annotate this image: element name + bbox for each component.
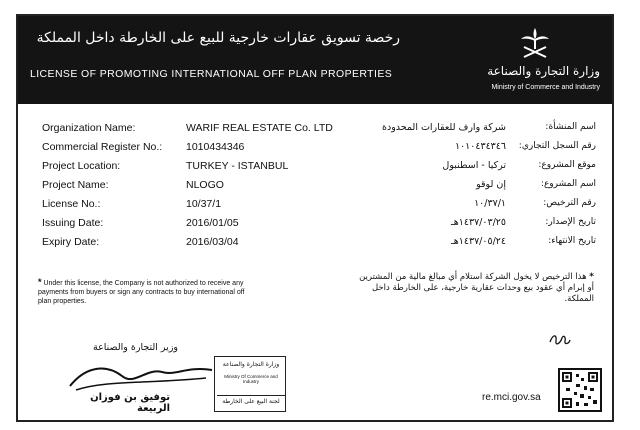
- field-row-project-name: [18, 179, 612, 195]
- stamp-ministry-arabic: وزارة التجارة والصناعة: [222, 361, 280, 368]
- saudi-emblem-icon: [518, 26, 552, 60]
- qr-code-icon: [558, 368, 602, 412]
- license-header: [18, 16, 612, 104]
- minister-name: توفيق بن فوزان الربيعة: [90, 392, 170, 414]
- field-value-en: NLOGO: [186, 179, 224, 191]
- note-asterisk: *: [589, 272, 594, 282]
- field-label-en: Issuing Date:: [42, 217, 104, 229]
- field-value-en: WARIF REAL ESTATE Co. LTD: [186, 122, 333, 134]
- field-value-ar: شركة وارف للعقارات المحدودة: [382, 122, 506, 133]
- field-row-issuing-date: [18, 217, 612, 233]
- field-label-en: License No.:: [42, 198, 101, 210]
- field-value-ar: ١٠/٣٧/١: [474, 198, 506, 209]
- field-value-en: 2016/01/05: [186, 217, 239, 229]
- disclaimer-arabic-text: هذا الترخيص لا يخول الشركة استلام أي مبالغ مالية من المشترين أو إبرام أي عقود بيع وحدات عقارية خارجية، على الخارطة داخل المملكة.: [359, 272, 594, 304]
- stamp-committee-arabic: لجنة البيع على الخارطة: [217, 395, 285, 405]
- field-label-ar: اسم المشروع:: [540, 179, 596, 189]
- field-value-en: TURKEY - ISTANBUL: [186, 160, 289, 172]
- field-row-commercial-register: [18, 141, 612, 157]
- disclaimer-english: [38, 278, 258, 306]
- field-label-en: Organization Name:: [42, 122, 136, 134]
- field-value-ar: إن لوقو: [476, 179, 506, 190]
- field-row-license-no: [18, 198, 612, 214]
- license-title-arabic: رخصة تسويق عقارات خارجية للبيع على الخارطة داخل المملكة: [36, 30, 400, 46]
- note-asterisk: *: [38, 277, 42, 287]
- field-label-en: Expiry Date:: [42, 236, 100, 248]
- field-label-ar: رقم الترخيص:: [543, 198, 596, 208]
- field-value-ar: تركيا - اسطنبول: [442, 160, 506, 171]
- disclaimer-english-text: Under this license, the Company is not authorized to receive any payments from buyers or sign any contracts to buy international off plan properties.: [38, 280, 245, 305]
- official-stamp: [214, 356, 286, 412]
- field-row-expiry-date: [18, 236, 612, 252]
- field-row-organization: [18, 122, 612, 138]
- field-label-ar: رقم السجل التجاري:: [518, 141, 596, 151]
- field-value-ar: ١٤٣٧/٠٣/٢٥هـ: [450, 217, 506, 228]
- field-label-en: Project Location:: [42, 160, 121, 172]
- field-label-ar: تاريخ الإصدار:: [545, 217, 596, 227]
- field-label-ar: موقع المشروع:: [538, 160, 596, 170]
- ministry-name-arabic: وزارة التجارة والصناعة: [487, 64, 600, 78]
- license-title-english: LICENSE OF PROMOTING INTERNATIONAL OFF PLAN PROPERTIES: [30, 68, 393, 80]
- field-value-ar: ١٠١٠٤٣٤٣٤٦: [454, 141, 506, 152]
- license-document: [16, 14, 614, 422]
- disclaimer-arabic: [354, 272, 594, 305]
- field-value-en: 10/37/1: [186, 198, 222, 210]
- field-label-ar: اسم المنشأة:: [545, 122, 596, 132]
- field-label-ar: تاريخ الانتهاء:: [548, 236, 596, 246]
- minister-title: وزير التجارة والصناعة: [93, 342, 178, 353]
- field-row-project-location: [18, 160, 612, 176]
- field-value-en: 2016/03/04: [186, 236, 239, 248]
- field-label-en: Project Name:: [42, 179, 109, 191]
- stamp-ministry-english: Ministry Of Commerce and Industry: [224, 374, 278, 384]
- ministry-name-english: Ministry of Commerce and Industry: [491, 84, 600, 91]
- field-value-en: 1010434346: [186, 141, 245, 153]
- field-value-ar: ١٤٣٧/٠٥/٢٤هـ: [450, 236, 506, 247]
- field-label-en: Commercial Register No.:: [42, 141, 163, 153]
- website-url: re.mci.gov.sa: [482, 392, 541, 403]
- initials-signature-icon: [548, 332, 572, 348]
- minister-signature-icon: [66, 356, 216, 396]
